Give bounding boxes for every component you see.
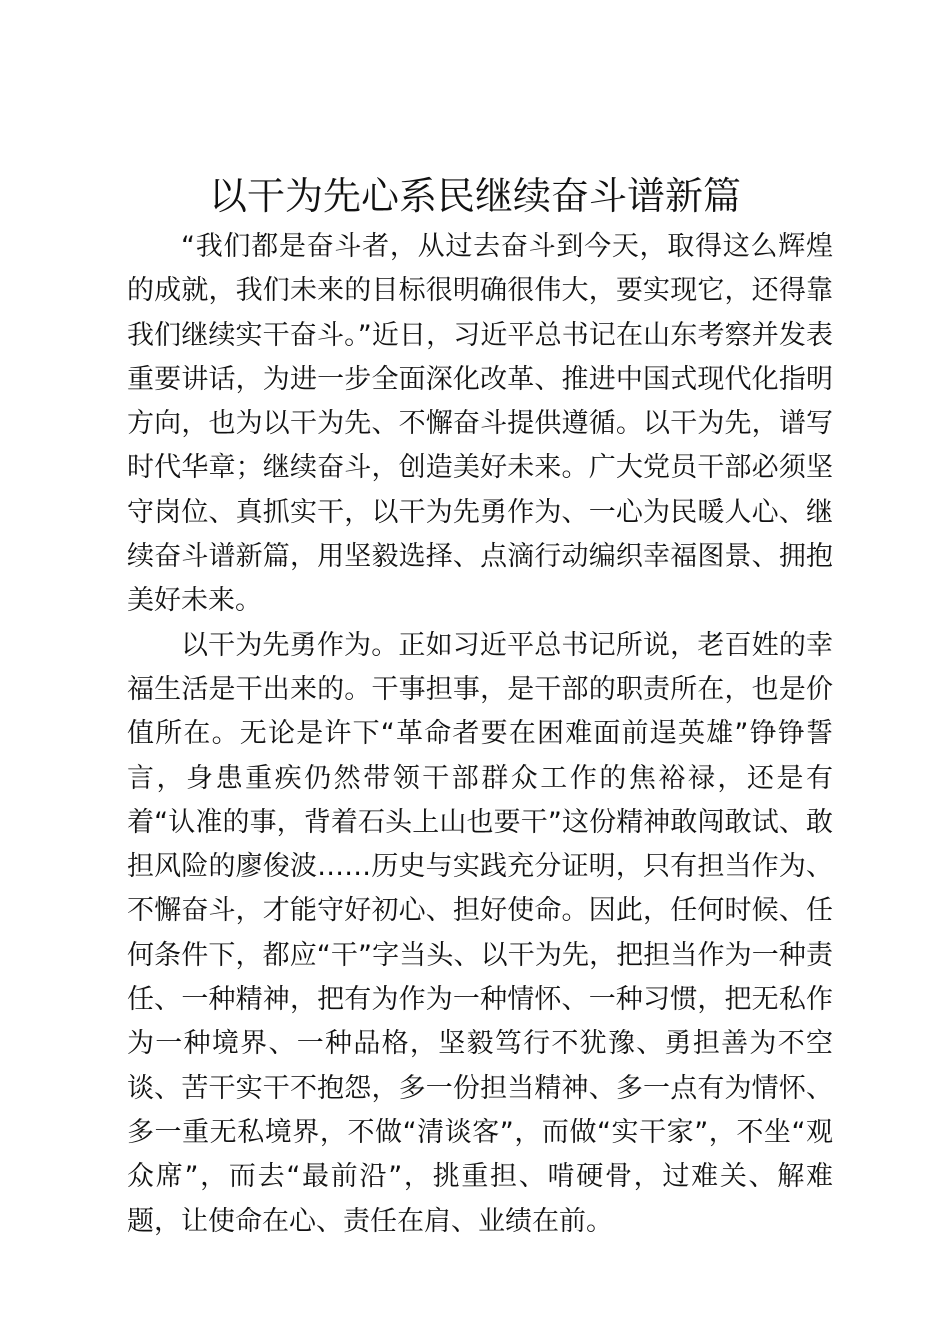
paragraph-act-first: 以干为先勇作为。正如习近平总书记所说，老百姓的幸福生活是干出来的。干事担事，是干部的职责所在，也是价值所在。无论是许下“革命者要在困难面前逞英雄”铮铮誓言，身患重疾仍然带领干部群众工作的焦裕禄，还是有着“认准的事，背着石头上山也要干”这份精神敢闯敢试、敢担风险的廖俊波……历史与实践充分证明，只有担当作为、不懈奋斗，才能守好初心、担好使命。因此，任何时候、任何条件下，都应“干”字当头、以干为先，把担当作为一种责任、一种精神，把有为作为一种情怀、一种习惯，把无私作为一种境界、一种品格，坚毅笃行不犹豫、勇担善为不空谈、苦干实干不抱怨，多一份担当精神、多一点有为情怀、多一重无私境界，不做“清谈客”，而做“实干家”，不坐“观众席”，而去“最前沿”，挑重担、啃硬骨，过难关、解难题，让使命在心、责任在肩、业绩在前。 bbox=[127, 629, 833, 1237]
document-body bbox=[127, 225, 833, 1244]
document-title: 以干为先心系民继续奋斗谱新篇 bbox=[208, 174, 741, 218]
paragraph-intro: “我们都是奋斗者，从过去奋斗到今天，取得这么辉煌的成就，我们未来的目标很明确很伟大，要实现它，还得靠我们继续实干奋斗。”近日，习近平总书记在山东考察并发表重要讲话，为进一步全面深化改革、推进中国式现代化指明方向，也为以干为先、不懈奋斗提供遵循。以干为先，谱写时代华章；继续奋斗，创造美好未来。广大党员干部必须坚守岗位、真抓实干，以干为先勇作为、一心为民暖人心、继续奋斗谱新篇，用坚毅选择、点滴行动编织幸福图景、拥抱美好未来。 bbox=[127, 231, 833, 617]
